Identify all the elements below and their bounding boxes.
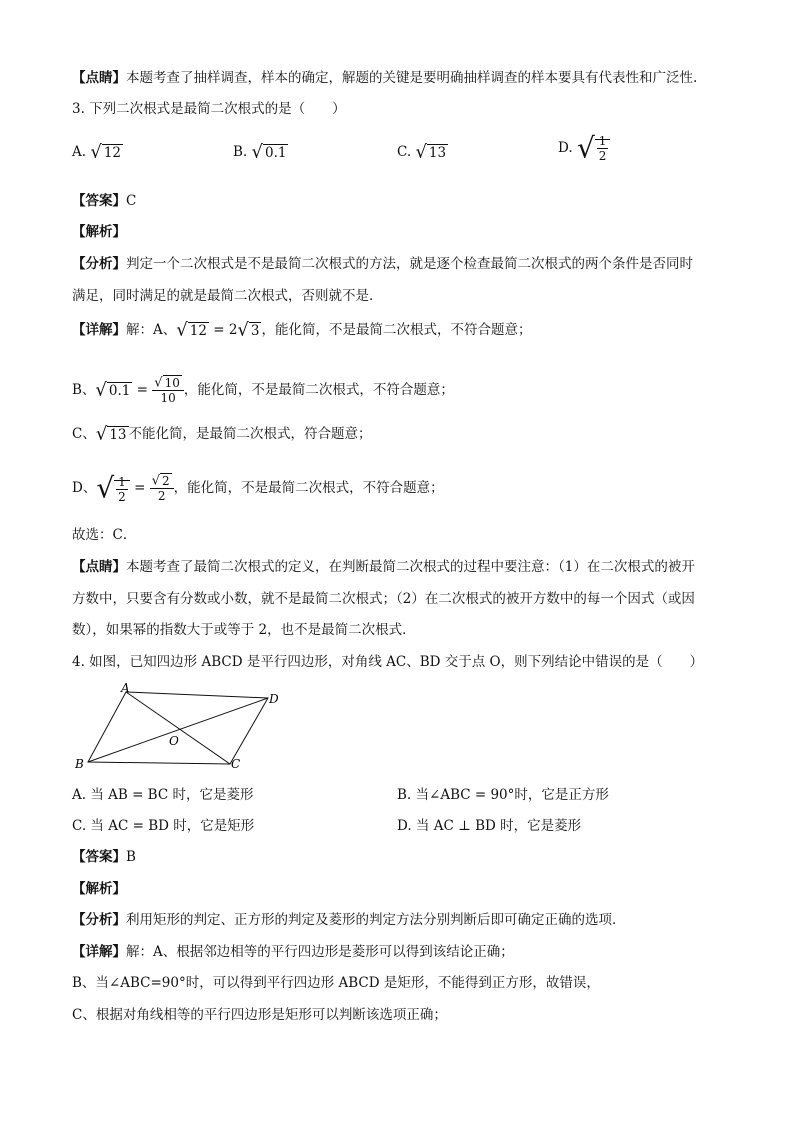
q4-option-c: C. 当 AC = BD 时，它是矩形 xyxy=(72,818,255,834)
q3-option-a xyxy=(72,142,123,163)
dianjing-3-line-1: 【点睛】本题考查了最简二次根式的定义，在判断最简二次根式的过程中要注意：（1）在二次根式的被开 xyxy=(72,559,695,575)
dianjing-tag: 【点睛】 xyxy=(72,70,126,86)
xiangjie-3-b: B、√ 0.1 = $\frac{√ 10}{10}$ ，能化简，不是最简二次根式，不符合题意； xyxy=(72,375,454,406)
option-label: B. xyxy=(233,144,248,160)
q4-option-a: A. 当 AB = BC 时，它是菱形 xyxy=(72,787,254,803)
option-label: C. xyxy=(397,144,412,160)
vertex-label-b: B xyxy=(75,757,84,771)
xiangjie-3-a: 【详解】解：A、√ 12 = 2√ 3 ，能化简，不是最简二次根式，不符合题意； xyxy=(72,319,532,341)
dianjing-3-line-2: 方数中，只要含有分数或小数，就不是最简二次根式；（2）在二次根式的被开方数中的每一个因式（或因 xyxy=(72,591,695,607)
question-4-stem: 4. 如图，已知四边形 ABCD 是平行四边形，对角线 AC、BD 交于点 O，则下列结论中错误的是（ ） xyxy=(72,654,704,670)
answer-tag: 【答案】 xyxy=(72,193,126,209)
q3-option-c xyxy=(397,142,448,163)
diagonal-ac xyxy=(126,692,230,764)
parallelogram-figure xyxy=(72,680,292,775)
q3-option-b xyxy=(233,142,288,163)
fenxi-3-line-2: 满足，同时满足的就是最简二次根式，否则就不是． xyxy=(72,288,383,304)
sqrt-half: √ $\frac{1}{2}$ xyxy=(577,134,610,163)
dianjing-3-line-3: 数），如果幂的指数大于或等于 2，也不是最简二次根式． xyxy=(72,622,416,638)
sqrt-13: √ 13 xyxy=(415,141,447,163)
xiangjie-4-b: B、当∠ABC=90°时，可以得到平行四边形 ABCD 是矩形，不能得到正方形，故错误， xyxy=(72,975,600,991)
question-3-stem: 3. 下列二次根式是最简二次根式的是（ ） xyxy=(72,101,346,117)
q4-option-d: D. 当 AC ⊥ BD 时，它是菱形 xyxy=(397,818,582,834)
vertex-label-d: D xyxy=(269,692,279,706)
guxuan-3: 故选：C． xyxy=(72,527,137,543)
sqrt-12: √ 12 xyxy=(90,141,122,163)
answer-4: 【答案】B xyxy=(72,849,136,865)
sqrt-0-1: √ 0.1 xyxy=(251,141,287,163)
jiexi-4: 【解析】 xyxy=(72,881,126,897)
vertex-label-c: C xyxy=(231,757,241,771)
fenxi-4: 【分析】利用矩形的判定、正方形的判定及菱形的判定方法分别判断后即可确定正确的选项． xyxy=(72,912,626,928)
dianjing-1 xyxy=(72,68,697,88)
q3-option-d xyxy=(558,131,610,165)
vertex-label-a: A xyxy=(121,681,130,695)
option-label: A. xyxy=(72,144,87,160)
xiangjie-3-d: D、√ $\frac{1}{2}$ = $\frac{√ 2}{2}$ ，能化简，不是最简二次根式，不符合题意； xyxy=(72,471,444,505)
xiangjie-4-c: C、根据对角线相等的平行四边形是矩形可以判断该选项正确； xyxy=(72,1007,447,1023)
xiangjie-4: 【详解】解：A、根据邻边相等的平行四边形是菱形可以得到该结论正确； xyxy=(72,944,514,960)
answer-3 xyxy=(72,191,136,211)
center-label-o: O xyxy=(169,734,179,748)
fenxi-3-line-1: 【分析】判定一个二次根式是不是最简二次根式的方法，就是逐个检查最简二次根式的两个条件是否同时 xyxy=(72,256,693,272)
q4-option-b: B. 当∠ABC = 90°时，它是正方形 xyxy=(397,787,609,803)
dianjing-text: 本题考查了抽样调查，样本的确定，解题的关键是要明确抽样调查的样本要具有代表性和广泛性. xyxy=(126,70,698,86)
xiangjie-3-c: C、√ 13 不能化简，是最简二次根式，符合题意； xyxy=(72,423,372,445)
option-label: D. xyxy=(558,140,573,156)
answer-value: C xyxy=(126,193,137,209)
diagonal-bd xyxy=(88,698,268,762)
jiexi-3: 【解析】 xyxy=(72,224,126,240)
